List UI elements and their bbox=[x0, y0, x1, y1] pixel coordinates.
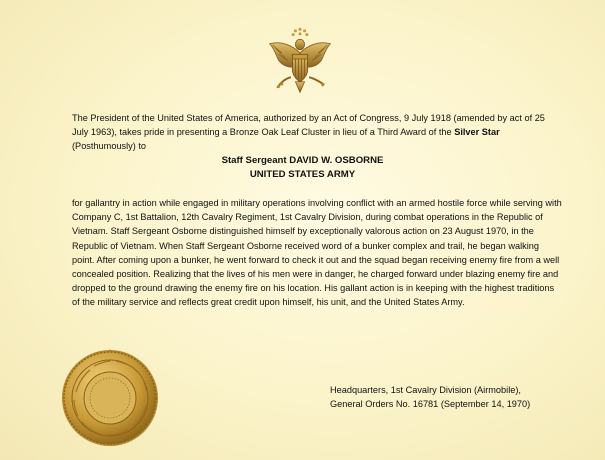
orders-number: General Orders No. 16781 (September 14, 1970) bbox=[330, 399, 531, 409]
eagle-seal-icon bbox=[262, 24, 338, 100]
citation-text: for gallantry in action while engaged in military operations involving conflict with an armed hostile force while serving with Company C, 1st Battalion, 12th Cavalry Regiment, 1st Cavalry Division, during combat operations in the Republic of Vietnam. Staff Sergeant Osborne distinguished himself by exceptionally valorous action on 23 August 1970, in the Republic of Vietnam. When Staff Sergeant Osborne received word of a bunker complex and trail, he began walking point. After coming upon a bunker, he went forward to check it out and the squad began receiving enemy fire from a well concealed position. Realizing that the lives of his men were in danger, he charged forward under blazing enemy fire and dropped to the ground drawing the enemy fire on his location. His gallant action is in keeping with the highest traditions of the military service and reflects great credit upon himself, his unit, and the United States Army. bbox=[72, 198, 562, 308]
intro-text: The President of the United States of America, authorized by an Act of Congress, 9 July 1918 (amended by act of 25 July 1963), takes pride in presenting a Bronze Oak Leaf Cluster in lieu of a Third Award of the bbox=[72, 113, 545, 137]
orders-headquarters: Headquarters, 1st Cavalry Division (Airmobile), bbox=[330, 385, 521, 395]
award-name: Silver Star bbox=[454, 127, 500, 137]
recipient-block bbox=[0, 154, 605, 182]
general-orders bbox=[330, 383, 590, 411]
recipient-name: Staff Sergeant DAVID W. OSBORNE bbox=[221, 155, 384, 166]
gold-seal-icon bbox=[60, 348, 160, 448]
award-suffix: (Posthumously) to bbox=[72, 141, 147, 151]
award-intro bbox=[72, 111, 562, 153]
recipient-branch: UNITED STATES ARMY bbox=[249, 169, 356, 180]
